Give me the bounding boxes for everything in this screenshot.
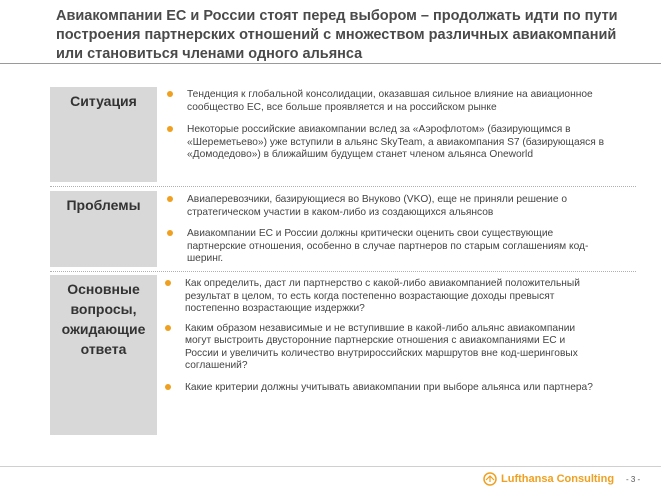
bullet-dot-icon xyxy=(165,325,171,331)
bullet-dot-icon xyxy=(167,230,173,236)
problems-bullet-list xyxy=(165,194,605,266)
crane-icon xyxy=(483,472,497,486)
page-number: - 3 - xyxy=(626,475,641,484)
questions-bullet-list xyxy=(163,278,593,394)
title-divider xyxy=(0,63,661,64)
list-item: Как определить, даст ли партнерство с какой-либо авиакомпанией положительный результат в целом, то есть когда постепенно возрастающие доходы превысят постепенно возрастающие издержки? xyxy=(163,278,593,316)
bullet-dot-icon xyxy=(167,126,173,132)
list-item: Авиаперевозчики, базирующиеся во Внуково (VKO), еще не приняли решение о стратегическом участии в каком-либо из создающихся альянсов xyxy=(165,194,605,219)
list-item: Некоторые российские авиакомпании вслед за «Аэрофлотом» (базирующимся в «Шереметьево») уже вступили в альянс SkyTeam, а авиакомпания S7 (базирующаяся в «Домодедово») в ближайшим будущем станет членом альянса Oneworld xyxy=(165,124,605,162)
bullet-dot-icon xyxy=(165,280,171,286)
page-title: Авиакомпании ЕС и России стоят перед выбором – продолжать идти по пути построения партнерских отношений с множеством различных авиакомпаний или становиться членами одного альянса xyxy=(56,8,618,62)
list-item: Каким образом независимые и не вступившие в какой-либо альянс авиакомпании могут выстроить двусторонние партнерские отношения с авиакомпаниями ЕС и России и увеличить количество внутрироссийских маршрутов вне код-шеринговых соглашений? xyxy=(163,323,593,373)
company-logo xyxy=(483,472,614,486)
logo-text: Lufthansa Consulting xyxy=(501,473,615,485)
section-label-key-questions: Основные вопросы, ожидающие ответа xyxy=(50,275,157,435)
bullet-dot-icon xyxy=(167,91,173,97)
list-item: Тенденция к глобальной консолидации, оказавшая сильное влияние на авиационное сообщество ЕС, все больше проявляется и на российском рынке xyxy=(165,89,605,114)
footer-divider xyxy=(0,466,661,467)
list-item: Авиакомпании ЕС и России должны критически оценить свои существующие партнерские отношения, особенно в случае партнеров по старым соглашениям код-шеринг. xyxy=(165,228,605,266)
section-divider xyxy=(50,271,636,272)
section-label-situation: Ситуация xyxy=(50,87,157,182)
section-label-problems: Проблемы xyxy=(50,191,157,267)
list-item: Какие критерии должны учитывать авиакомпании при выборе альянса или партнера? xyxy=(163,382,593,395)
bullet-dot-icon xyxy=(167,196,173,202)
bullet-dot-icon xyxy=(165,384,171,390)
situation-bullet-list xyxy=(165,89,605,162)
section-divider xyxy=(50,186,636,187)
